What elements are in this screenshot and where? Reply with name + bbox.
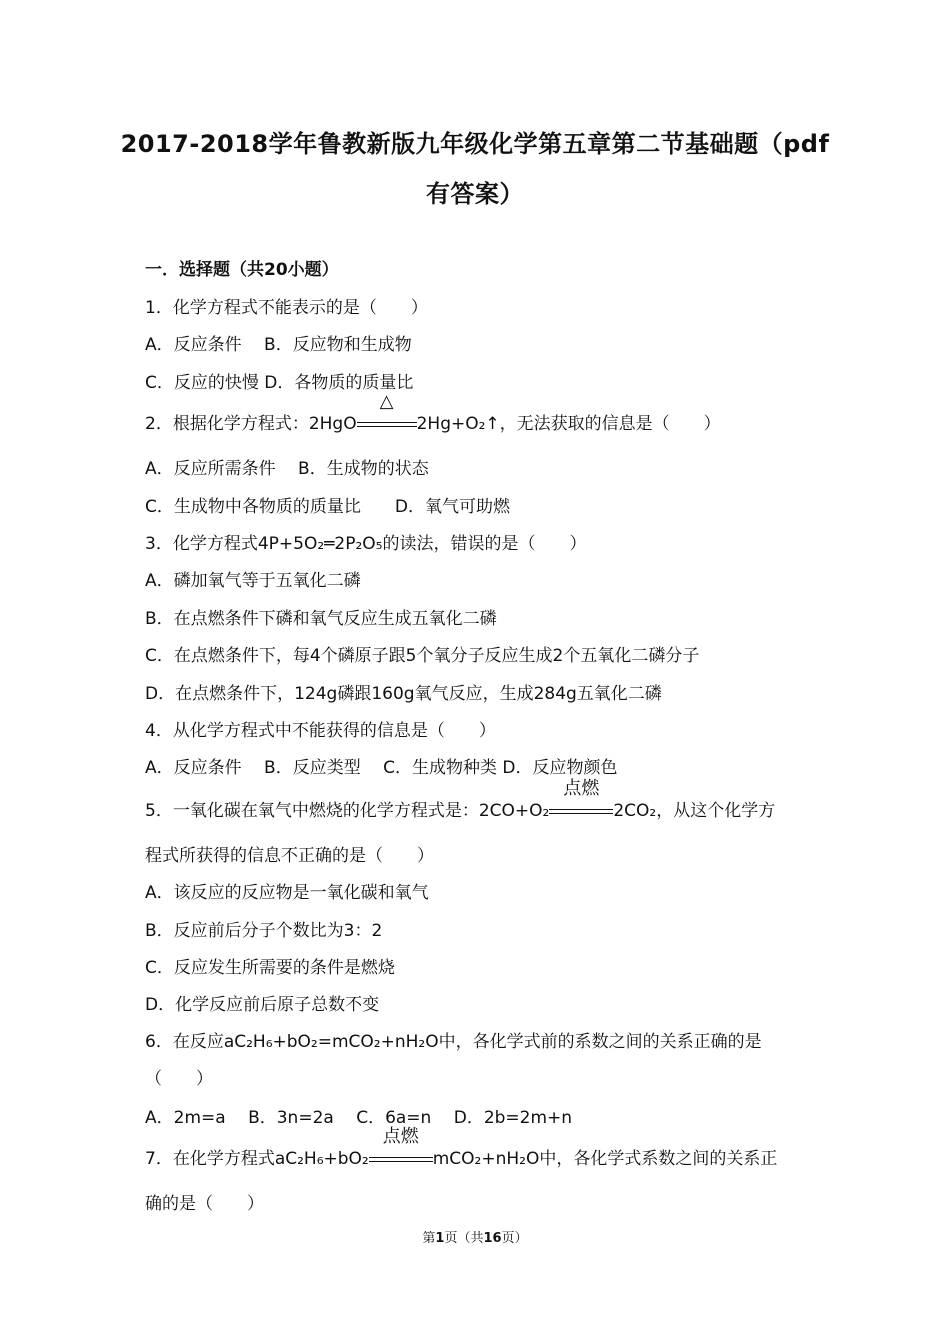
q2-stem-before: 2．根据化学方程式：2HgO [145,414,357,434]
q3-option-b: B．在点燃条件下磷和氧气反应生成五氧化二磷 [145,609,497,629]
q4-options: A．反应条件 B．反应类型 C．生成物种类 D．反应物颜色 [145,758,618,778]
reaction-arrow-ignite-2 [369,1126,433,1170]
q7-stem [145,1126,815,1170]
ignite-label-2: 点燃 [382,1126,419,1147]
heat-symbol: △ [379,391,394,412]
footer-prefix: 第 [422,1231,436,1246]
current-page-number: 1 [435,1231,445,1246]
q5-option-b: B．反应前后分子个数比为3：2 [145,921,383,941]
q6-stem-continued: （ ） [145,1069,213,1089]
q7-stem-continued: 确的是（ ） [145,1194,264,1214]
reaction-arrow-ignite [549,778,613,822]
q1-options-ab: A．反应条件 B．反应物和生成物 [145,335,412,355]
reaction-arrow-heat [357,391,417,435]
q5-option-c: C．反应发生所需要的条件是燃烧 [145,958,395,978]
q6-options: A．2m=a B．3n=2a C．6a=n D．2b=2m+n [145,1108,573,1128]
q1-stem: 1．化学方程式不能表示的是（ ） [145,298,428,318]
q7-stem-before: 7．在化学方程式aC₂H₆+bO₂ [145,1149,369,1169]
footer-suffix: 页） [501,1231,528,1246]
q3-option-d: D．在点燃条件下，124g磷跟160g氧气反应，生成284g五氧化二磷 [145,684,662,704]
q5-stem-continued: 程式所获得的信息不正确的是（ ） [145,846,434,866]
q4-stem: 4．从化学方程式中不能获得的信息是（ ） [145,721,496,741]
total-page-count: 16 [483,1231,502,1246]
q5-option-a: A．该反应的反应物是一氧化碳和氧气 [145,883,429,903]
q2-stem-after: 2Hg+O₂↑，无法获取的信息是（ ） [416,414,721,434]
ignite-label: 点燃 [563,778,600,799]
q5-option-d: D．化学反应前后原子总数不变 [145,995,380,1015]
document-title-line-1: 2017-2018学年鲁教新版九年级化学第五章第二节基础题（pdf [120,130,830,158]
q2-stem [145,391,815,435]
q7-stem-after: mCO₂+nH₂O中，各化学式系数之间的关系正 [432,1149,778,1169]
q3-option-a: A．磷加氧气等于五氧化二磷 [145,571,361,591]
q3-option-c: C．在点燃条件下，每4个磷原子跟5个氧分子反应生成2个五氧化二磷分子 [145,646,700,666]
q5-stem-after: 2CO₂，从这个化学方 [613,801,776,821]
q5-stem [145,778,815,822]
q2-options-ab: A．反应所需条件 B．生成物的状态 [145,459,429,479]
footer-middle: 页（共 [444,1231,484,1246]
q5-stem-before: 5．一氧化碳在氧气中燃烧的化学方程式是：2CO+O₂ [145,801,550,821]
page-footer [0,1227,950,1246]
section-heading: 一．选择题（共20小题） [145,260,339,280]
q6-stem: 6．在反应aC₂H₆+bO₂=mCO₂+nH₂O中，各化学式前的系数之间的关系正确的是 [145,1032,762,1052]
q1-options-cd: C．反应的快慢 D．各物质的质量比 [145,373,414,393]
document-title-line-2: 有答案） [426,180,524,208]
q2-options-cd: C．生成物中各物质的质量比 D．氧气可助燃 [145,497,510,517]
q3-stem: 3．化学方程式4P+5O₂═2P₂O₅的读法，错误的是（ ） [145,534,587,554]
